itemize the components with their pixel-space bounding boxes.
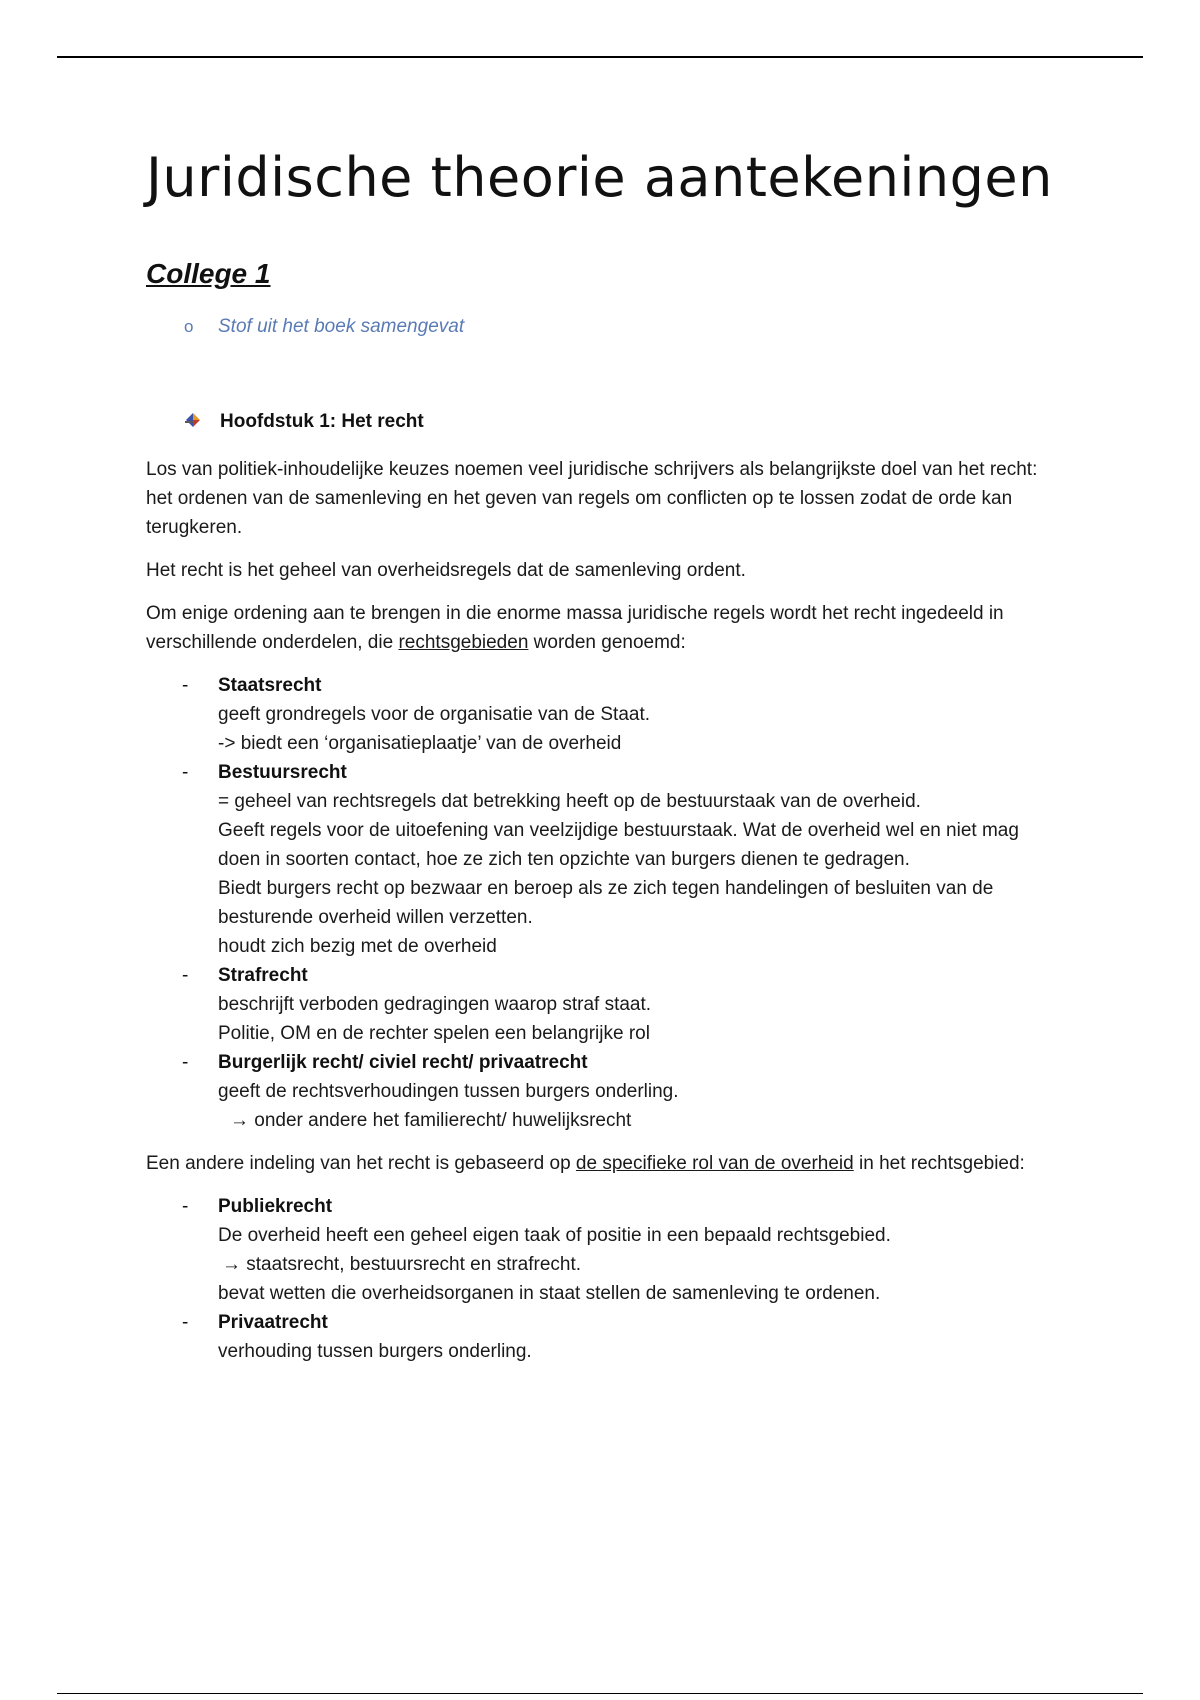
list-term: - Burgerlijk recht/ civiel recht/ privaatrecht bbox=[218, 1052, 588, 1073]
list-line: geeft de rechtsverhoudingen tussen burgers onderling. bbox=[218, 1081, 679, 1102]
paragraph-text: worden genoemd: bbox=[528, 632, 686, 653]
document-body bbox=[146, 455, 1046, 1380]
overheid-list bbox=[146, 1192, 1046, 1366]
page-title: Juridische theorie aantekeningen bbox=[146, 146, 1053, 209]
list-line: = geheel van rechtsregels dat betrekking heeft op de bestuurstaak van de overheid. bbox=[218, 791, 921, 812]
underlined-term: rechtsgebieden bbox=[398, 632, 529, 653]
paragraph: Het recht is het geheel van overheidsregels dat de samenleving ordent. bbox=[146, 560, 746, 581]
arrow-bullet-icon bbox=[184, 410, 220, 434]
list-item bbox=[146, 1048, 1046, 1135]
list-term: - Bestuursrecht bbox=[218, 762, 347, 783]
list-term: - Privaatrecht bbox=[218, 1312, 328, 1333]
list-line: bevat wetten die overheidsorganen in staat stellen de samenleving te ordenen. bbox=[218, 1283, 881, 1304]
underlined-term: de specifieke rol van de overheid bbox=[575, 1153, 854, 1174]
paragraph bbox=[146, 599, 1046, 657]
paragraph: Los van politiek-inhoudelijke keuzes noemen veel juridische schrijvers als belangrijkste doel van het recht: het ordenen van de samenleving en het geven van regels om conflicten op te lossen zodat de orde kan terugkeren. bbox=[146, 459, 1038, 538]
list-item bbox=[146, 1192, 1046, 1308]
paragraph-text: Een andere indeling van het recht is gebaseerd op bbox=[146, 1153, 576, 1174]
subtitle-item bbox=[184, 316, 464, 338]
subtitle-text: Stof uit het boek samengevat bbox=[218, 316, 465, 337]
circle-bullet-icon: o bbox=[184, 317, 194, 336]
list-item bbox=[146, 758, 1046, 961]
list-term: - Publiekrecht bbox=[218, 1196, 333, 1217]
paragraph-text: Om enige ordening aan te brengen in die enorme massa juridische regels wordt het recht ingedeeld in verschillende onderdelen, die bbox=[146, 603, 1004, 653]
list-item bbox=[146, 671, 1046, 758]
list-item bbox=[146, 1308, 1046, 1366]
list-line: Biedt burgers recht op bezwaar en beroep als ze zich tegen handelingen of besluiten van de besturende overheid willen verzetten. bbox=[218, 878, 994, 928]
chapter-title: Hoofdstuk 1: Het recht bbox=[220, 411, 424, 433]
list-term: - Strafrecht bbox=[218, 965, 308, 986]
list-line: De overheid heeft een geheel eigen taak of positie in een bepaald rechtsgebied. bbox=[218, 1225, 891, 1246]
list-line: -> biedt een ‘organisatieplaatje’ van de overheid bbox=[218, 733, 622, 754]
rechtsgebieden-list bbox=[146, 671, 1046, 1135]
list-item bbox=[146, 961, 1046, 1048]
college-heading: College 1 bbox=[146, 258, 271, 289]
list-line: Politie, OM en de rechter spelen een belangrijke rol bbox=[218, 1023, 650, 1044]
list-line: → staatsrecht, bestuursrecht en strafrecht. bbox=[222, 1254, 582, 1275]
bottom-rule bbox=[57, 1693, 1143, 1694]
list-term: - Staatsrecht bbox=[218, 675, 322, 696]
list-line: houdt zich bezig met de overheid bbox=[218, 936, 497, 957]
list-line: → onder andere het familierecht/ huwelijksrecht bbox=[230, 1110, 632, 1131]
chapter-heading bbox=[184, 410, 424, 434]
list-line: beschrijft verboden gedragingen waarop straf staat. bbox=[218, 994, 652, 1015]
list-line: verhouding tussen burgers onderling. bbox=[218, 1341, 532, 1362]
list-line: Geeft regels voor de uitoefening van veelzijdige bestuurstaak. Wat de overheid wel en niet mag doen in soorten contact, hoe ze zich ten opzichte van burgers dienen te gedragen. bbox=[218, 820, 1019, 870]
list-line: geeft grondregels voor de organisatie van de Staat. bbox=[218, 704, 651, 725]
paragraph bbox=[146, 1149, 1046, 1178]
top-rule bbox=[57, 56, 1143, 58]
paragraph-text: in het rechtsgebied: bbox=[853, 1153, 1025, 1174]
